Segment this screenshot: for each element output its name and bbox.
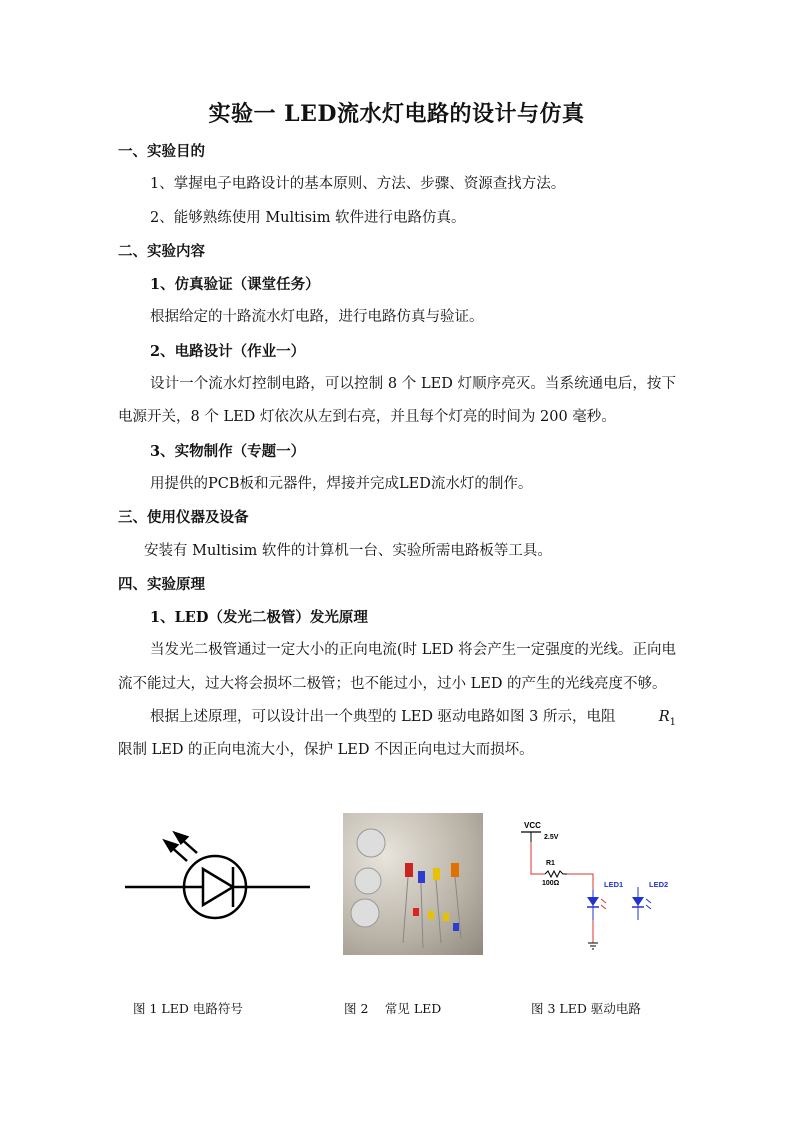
- section-heading: 一、实验目的: [118, 143, 205, 160]
- resistor-value: 100Ω: [542, 880, 560, 887]
- light-arrows-icon: [165, 833, 197, 861]
- paragraph: 当发光二极管通过一定大小的正向电流(时 LED 将会产生一定强度的光线。正向电流不能过大，过大将会损坏二极管；也不能过小，过小 LED 的产生的光线亮度不够。: [118, 642, 676, 692]
- paragraph: 1、掌握电子电路设计的基本原则、方法、步骤、资源查找方法。: [150, 176, 566, 193]
- paragraph: 2、能够熟练使用 Multisim 软件进行电路仿真。: [150, 209, 466, 226]
- resistor-symbol: [627, 701, 676, 739]
- subsection-heading: 3、实物制作（专题一）: [150, 442, 306, 460]
- led1-label: LED1: [604, 880, 624, 889]
- resistor-name: R1: [546, 860, 555, 867]
- led-driver-circuit: [515, 815, 695, 955]
- led-symbol-figure: [125, 825, 315, 925]
- page-title: 实验一 LED流水灯电路的设计与仿真: [208, 101, 585, 127]
- section-heading: 二、实验内容: [118, 242, 205, 260]
- resistor-icon: [545, 871, 567, 877]
- document-body: [118, 135, 676, 768]
- figure-caption: 图 3 LED 驱动电路: [531, 1001, 641, 1016]
- subsection-heading: 1、仿真验证（课堂任务）: [150, 276, 320, 294]
- led1-icon: [587, 897, 599, 906]
- section-heading: 四、实验原理: [118, 575, 205, 593]
- paragraph: 安装有 Multisim 软件的计算机一台、实验所需电路板等工具。: [144, 542, 552, 559]
- resistor-var: R: [658, 709, 670, 726]
- section-heading: 三、使用仪器及设备: [118, 509, 249, 527]
- figure-caption: 图 1 LED 电路符号: [133, 1001, 243, 1016]
- subsection-heading: 2、电路设计（作业一）: [150, 342, 306, 360]
- led-photo: [343, 813, 483, 955]
- figure-caption: 图 2 常见 LED: [344, 1001, 442, 1016]
- paragraph: 限制 LED 的正向电流大小，保护 LED 不因正向电过大而损坏。: [118, 742, 534, 759]
- paragraph-text: 根据上述原理，可以设计出一个典型的 LED 驱动电路如图 3 所示，电阻: [150, 709, 616, 726]
- voltage-label: 2.5V: [544, 834, 559, 841]
- paragraph: 用提供的PCB板和元器件，焊接并完成LED流水灯的制作。: [150, 475, 533, 492]
- subsection-heading: 1、LED（发光二极管）发光原理: [150, 609, 368, 627]
- led2-icon: [632, 897, 644, 906]
- resistor-subscript: 1: [669, 716, 676, 728]
- ground-icon: [588, 943, 598, 949]
- led2-label: LED2: [649, 880, 669, 889]
- paragraph: 根据给定的十路流水灯电路，进行电路仿真与验证。: [150, 309, 484, 326]
- paragraph: 设计一个流水灯控制电路，可以控制 8 个 LED 灯顺序亮灭。当系统通电后，按下电源开关，8 个 LED 灯依次从左到右亮，并且每个灯亮的时间为 200 毫秒。: [118, 376, 676, 426]
- paragraph: [118, 701, 676, 734]
- vcc-label: VCC: [524, 821, 541, 830]
